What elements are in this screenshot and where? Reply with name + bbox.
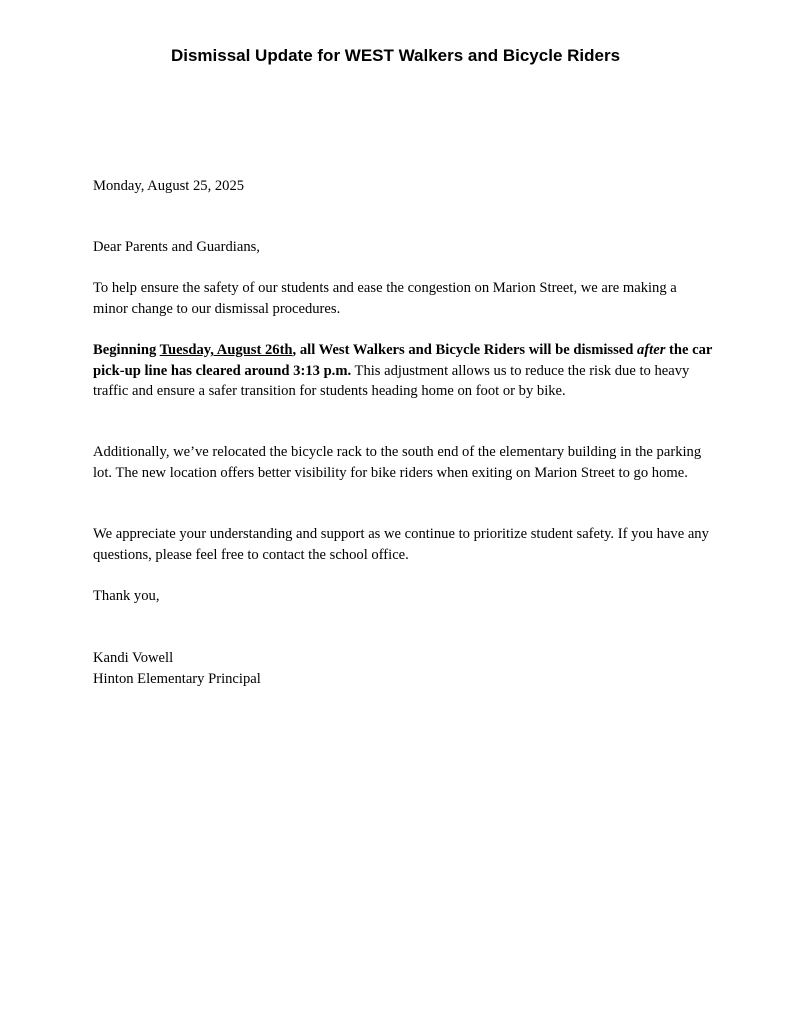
- signature-title: Hinton Elementary Principal: [93, 670, 261, 687]
- paragraph-intro: To help ensure the safety of our students and ease the congestion on Marion Street, we are making a minor change to our dismissal procedures.: [93, 280, 677, 317]
- letter-greeting: Dear Parents and Guardians,: [93, 239, 260, 255]
- signature-name: Kandi Vowell: [93, 650, 174, 666]
- beginning-text: Beginning: [93, 342, 160, 358]
- paragraph-dismissal-change: [93, 340, 713, 402]
- dismissal-time-bold-text: the car pick-up line has cleared around 3:13 p.m.: [93, 342, 713, 379]
- start-date-underlined: Tuesday, August 26th: [159, 342, 293, 358]
- letter-title: Dismissal Update for WEST Walkers and Bicycle Riders: [170, 46, 621, 65]
- paragraph-bike-rack: Additionally, we’ve relocated the bicycle rack to the south end of the elementary building in the parking lot. The new location offers better visibility for bike riders when exiting on Marion Street to go home.: [93, 444, 702, 481]
- letter-closing: Thank you,: [93, 588, 160, 604]
- dismissal-bold-text: , all West Walkers and Bicycle Riders will be dismissed: [292, 342, 638, 358]
- adjustment-text: This adjustment allows us to reduce the risk due to heavy traffic and ensure a safer transition for students heading home on foot or by bike.: [93, 362, 690, 399]
- signature-block: [93, 648, 713, 689]
- letter-date: Monday, August 25, 2025: [93, 178, 245, 194]
- paragraph-appreciation: We appreciate your understanding and support as we continue to prioritize student safety. If you have any questions, please feel free to contact the school office.: [93, 526, 709, 563]
- after-emphasis: after: [637, 342, 666, 358]
